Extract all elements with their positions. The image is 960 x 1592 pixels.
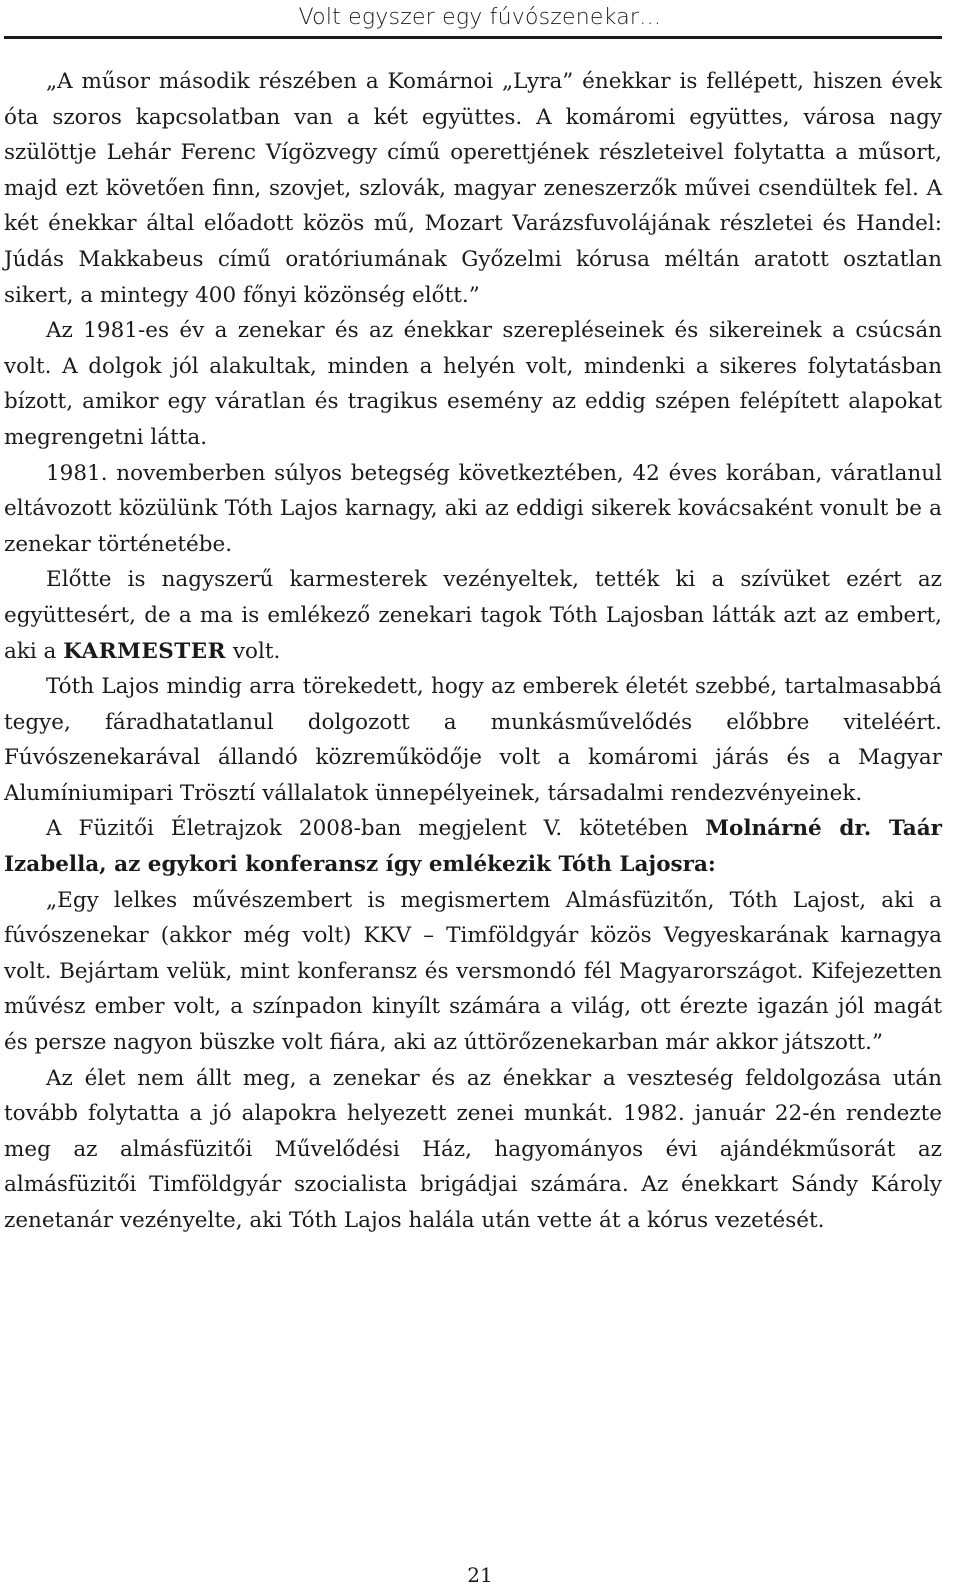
article-body	[4, 64, 942, 1239]
karmester-emphasis: KARMESTER	[63, 638, 227, 664]
header-rule	[4, 36, 942, 39]
paragraph-6-text: A Füzitői Életrajzok 2008-ban megjelent V. kötetében	[46, 816, 706, 842]
paragraph-4-text: Előtte is nagyszerű karmesterek vezényeltek, tették ki a szívüket ezért az együttesért, de a ma is emlékező zenekari tagok Tóth Lajosban látták azt az embert, aki a	[4, 567, 942, 664]
paragraph-7-quote: „Egy lelkes művészembert is megismertem Almásfüzitőn, Tóth Lajost, aki a fúvószenekar (akkor még volt) KKV – Timföldgyár közös Vegyeskarának karnagya volt. Bejártam velük, mint konferansz és versmondó fél Magyarországot. Kifejezetten művész ember volt, a színpadon kinyílt számára a világ, ott érezte igazán jól magát és persze nagyon büszke volt fiára, aki az úttörőzenekarban már akkor játszott.”	[4, 887, 942, 1056]
paragraph-4	[4, 562, 942, 669]
page-number: 21	[467, 1563, 493, 1587]
quote-attribution: Molnárné dr. Taár Izabella, az egykori konferansz így emlékezik Tóth Lajosra:	[4, 816, 942, 878]
paragraph-8: Az élet nem állt meg, a zenekar és az énekkar a veszteség feldolgozása után tovább folytatta a jó alapokra helyezett zenei munkát. 1982. január 22-én rendezte meg az almásfüzitői Művelődési Ház, hagyományos évi ajándékműsorát az almásfüzitői Timföldgyár szocialista brigádjai számára. Az énekkart Sándy Károly zenetanár vezényelte, aki Tóth Lajos halála után vette át a kórus vezetését.	[4, 1065, 942, 1233]
paragraph-3: 1981. novemberben súlyos betegség következtében, 42 éves korában, váratlanul eltávozott közülünk Tóth Lajos karnagy, aki az eddigi sikerek kovácsaként vonult be a zenekar történetébe.	[4, 460, 942, 557]
paragraph-4-end: volt.	[226, 638, 281, 664]
paragraph-6	[4, 811, 942, 882]
paragraph-5: Tóth Lajos mindig arra törekedett, hogy az emberek életét szebbé, tartalmasabbá tegye, fáradhatatlanul dolgozott a munkásművelődés előbbre viteléért. Fúvószenekarával állandó közreműködője volt a komáromi járás és a Magyar Alumíniumipari Trösztí vállalatok ünnepélyeinek, társadalmi rendezvényeinek.	[4, 674, 942, 806]
paragraph-2: Az 1981-es év a zenekar és az énekkar szerepléseinek és sikereinek a csúcsán volt. A dolgok jól alakultak, minden a helyén volt, mindenki a sikeres folytatásban bízott, amikor egy váratlan és tragikus esemény az eddig szépen felépített alapokat megrengetni látta.	[4, 318, 942, 450]
paragraph-1: „A műsor második részében a Komárnoi „Lyra” énekkar is fellépett, hiszen évek óta szoros kapcsolatban van a két együttes. A komáromi együttes, városa nagy szülöttje Lehár Ferenc Vígözvegy című operettjének részleteivel folytatta a műsort, majd ezt követően finn, szovjet, szlovák, magyar zeneszerzők művei csendültek fel. A két énekkar által előadott közös mű, Mozart Varázsfuvolájának részletei és Handel: Júdás Makkabeus című oratóriumának Győzelmi kórusa méltán aratott osztatlan sikert, a mintegy 400 főnyi közönség előtt.”	[4, 69, 942, 308]
running-header: Volt egyszer egy fúvószenekar…	[298, 5, 662, 30]
